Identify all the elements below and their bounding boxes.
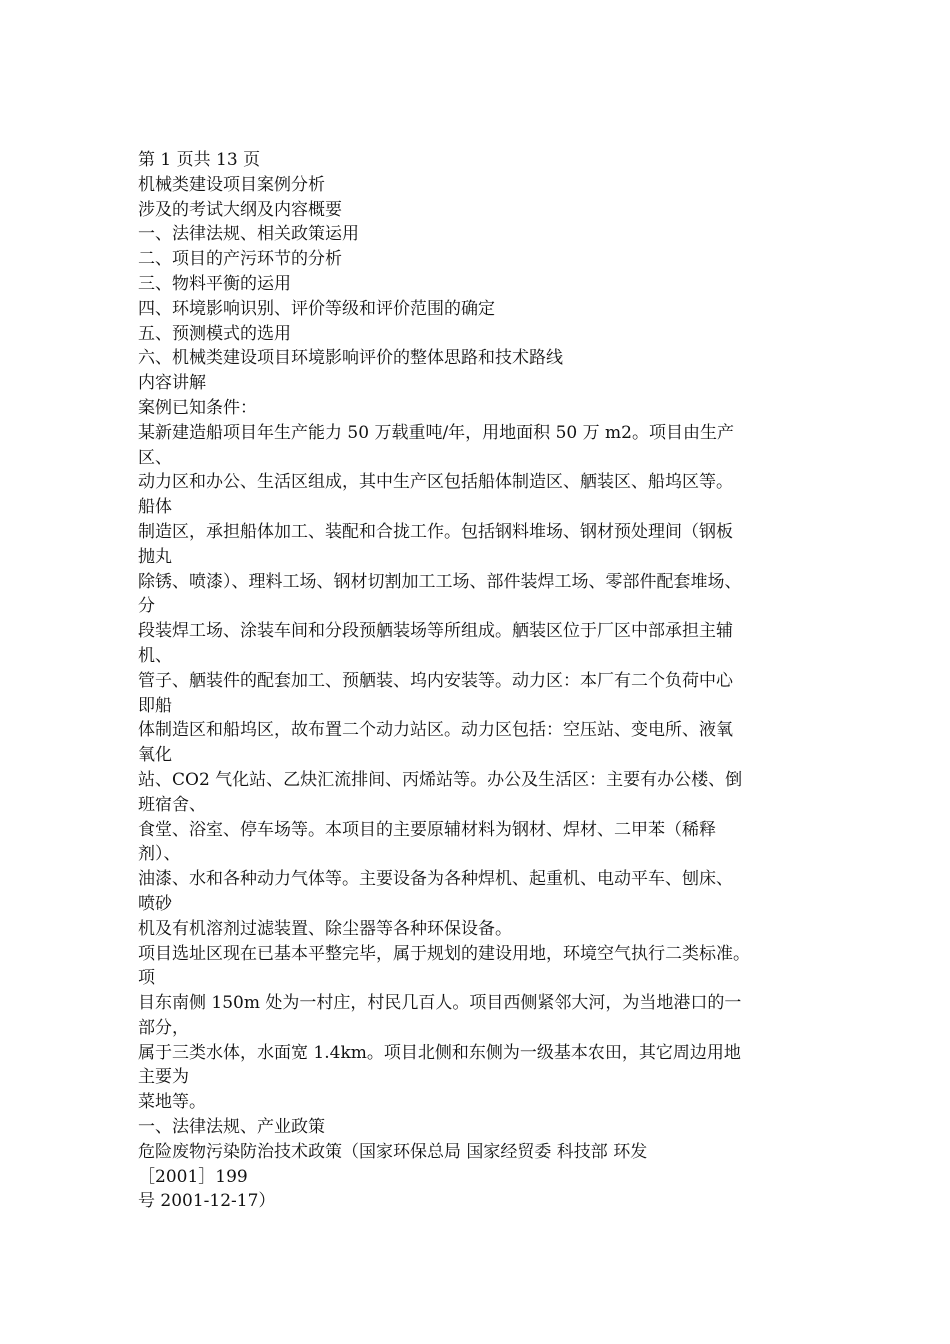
text-line: 菜地等。	[138, 1092, 206, 1113]
text-line: 某新建造船项目年生产能力 50 万载重吨/年，用地面积 50 万 m2。项目由生产	[138, 422, 734, 443]
text-line: 抛丸	[138, 546, 172, 567]
text-line: 内容讲解	[138, 373, 206, 394]
text-line: 喷砂	[138, 893, 172, 914]
text-line: 危险废物污染防治技术政策（国家环保总局 国家经贸委 科技部 环发	[138, 1141, 648, 1162]
text-line: ［2001］199	[138, 1166, 248, 1187]
text-line: 油漆、水和各种动力气体等。主要设备为各种焊机、起重机、电动平车、刨床、	[138, 869, 733, 890]
text-line: 一、法律法规、相关政策运用	[138, 224, 359, 245]
text-line: 食堂、浴室、停车场等。本项目的主要原辅材料为钢材、焊材、二甲苯（稀释	[138, 819, 716, 840]
text-line: 区、	[138, 447, 172, 468]
text-line: 项目选址区现在已基本平整完毕，属于规划的建设用地，环境空气执行二类标准。	[138, 943, 750, 964]
text-line: 号 2001-12-17）	[138, 1191, 276, 1212]
text-line: 段装焊工场、涂装车间和分段预舾装场等所组成。舾装区位于厂区中部承担主辅	[138, 621, 733, 642]
text-line: 部分，	[138, 1017, 189, 1038]
text-line: 制造区，承担船体加工、装配和合拢工作。包括钢料堆场、钢材预处理间（钢板	[138, 521, 733, 542]
text-line: 案例已知条件：	[138, 397, 257, 418]
text-line: 一、法律法规、产业政策	[138, 1117, 325, 1138]
text-line: 分	[138, 596, 155, 617]
text-line: 属于三类水体，水面宽 1.4km。项目北侧和东侧为一级基本农田，其它周边用地	[138, 1042, 741, 1063]
text-line: 五、预测模式的选用	[138, 323, 291, 344]
text-line: 机及有机溶剂过滤装置、除尘器等各种环保设备。	[138, 918, 512, 939]
text-line: 体制造区和船坞区，故布置二个动力站区。动力区包括：空压站、变电所、液氧	[138, 720, 733, 741]
text-line: 机、	[138, 645, 172, 666]
text-line: 目东南侧 150m 处为一村庄，村民几百人。项目西侧紧邻大河，为当地港口的一	[138, 993, 742, 1014]
text-line: 除锈、喷漆）、理料工场、钢材切割加工工场、部件装焊工场、零部件配套堆场、	[138, 571, 742, 592]
text-line: 项	[138, 968, 155, 989]
text-line: 涉及的考试大纲及内容概要	[138, 199, 342, 220]
text-line: 主要为	[138, 1067, 189, 1088]
text-line: 三、物料平衡的运用	[138, 273, 291, 294]
text-line: 四、环境影响识别、评价等级和评价范围的确定	[138, 298, 495, 319]
document-body	[138, 148, 828, 1214]
text-line: 班宿舍、	[138, 794, 206, 815]
text-line: 氧化	[138, 745, 172, 766]
text-line: 二、项目的产污环节的分析	[138, 249, 342, 270]
text-line: 即船	[138, 695, 172, 716]
text-line: 剂）、	[138, 844, 181, 865]
text-line: 管子、舾装件的配套加工、预舾装、坞内安装等。动力区：本厂有二个负荷中心	[138, 670, 733, 691]
text-line: 动力区和办公、生活区组成，其中生产区包括船体制造区、舾装区、船坞区等。	[138, 472, 733, 493]
text-line: 第 1 页共 13 页	[138, 150, 261, 170]
text-line: 机械类建设项目案例分析	[138, 174, 325, 195]
text-line: 船体	[138, 497, 172, 518]
text-line: 站、CO2 气化站、乙炔汇流排间、丙烯站等。办公及生活区：主要有办公楼、倒	[138, 769, 743, 790]
text-line: 六、机械类建设项目环境影响评价的整体思路和技术路线	[138, 348, 563, 369]
